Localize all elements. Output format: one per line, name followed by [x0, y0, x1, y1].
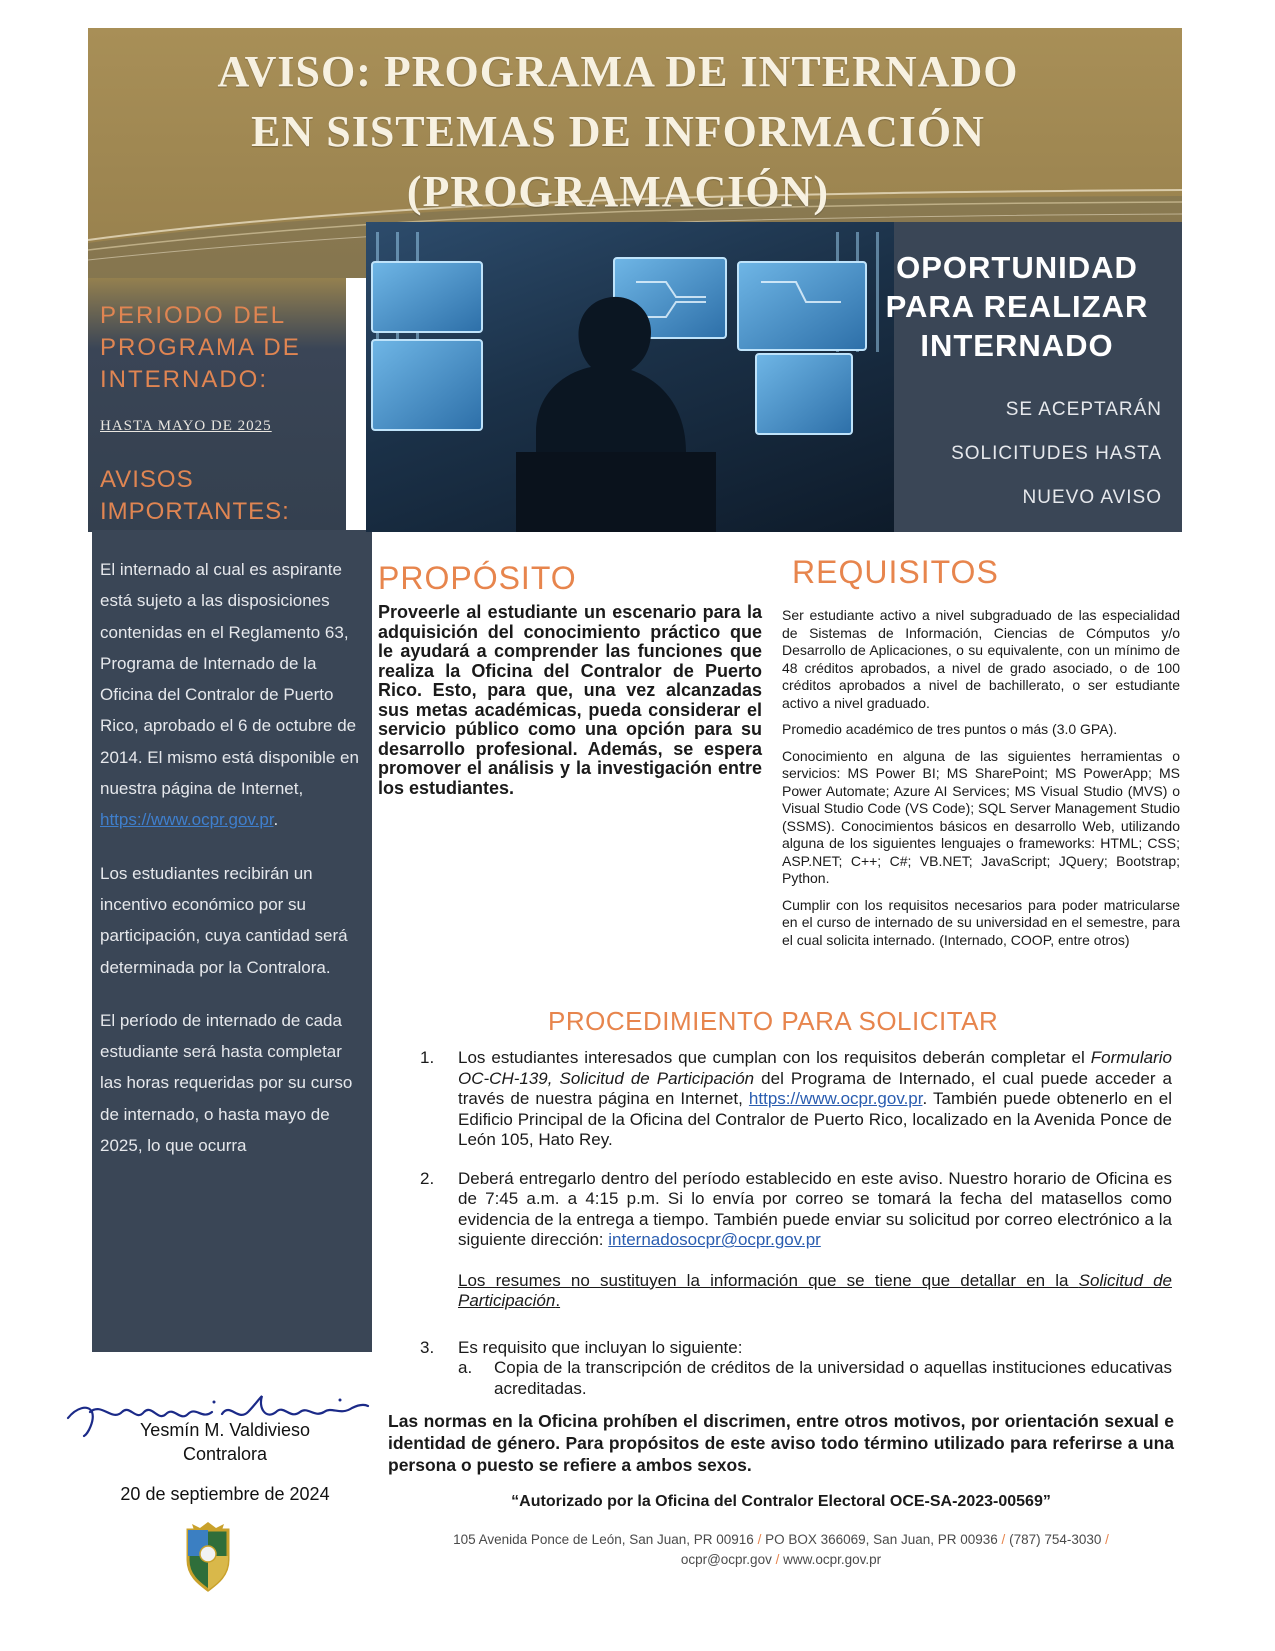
step-number: 2. [420, 1168, 435, 1188]
step-number: 3. [420, 1337, 435, 1357]
step-text: Deberá entregarlo dentro del período establecido en este aviso. Nuestro horario de Oficina es de 7:45 a.m. a 4:15 p.m. Si lo envía por correo se tomará la fecha del matasellos como evidencia de la entrega a tiempo. También puede enviar su solicitud por correo electrónico a la siguiente dirección: [458, 1168, 1172, 1249]
periodo-value: HASTA MAYO DE 2025 [100, 418, 272, 434]
autorizado-statement: “Autorizado por la Oficina del Contralor Electoral OCE-SA-2023-00569” [511, 1493, 1051, 1510]
requisito-item: Ser estudiante activo a nivel subgraduado de las especialidad de Sistemas de Información, Ciencias de Cómputos y/o Desarrollo de Aplicaciones, o su equivalente, con un mínimo de 48 créditos aprobados, a nivel de grado asociado, o de 100 créditos aprobados a nivel de bachillerato, o ser estudiante activo a nivel graduado. [782, 607, 1180, 711]
signatory [90, 1418, 360, 1466]
normas-statement: Las normas en la Oficina prohíben el discrimen, entre otros motivos, por orientación sexual e identidad de género. Para propósitos de este aviso todo término utilizado para referirse a una persona o puesto se refiere a ambos sexos. [388, 1411, 1174, 1475]
step-body [458, 1338, 1172, 1400]
footer-separator: / [757, 1532, 762, 1547]
procedimiento-list [420, 1048, 1172, 1417]
step-body [458, 1169, 1172, 1312]
title-line: AVISO: PROGRAMA DE INTERNADO [217, 47, 1019, 96]
requisito-item: Promedio académico de tres puntos o más (3.0 GPA). [782, 721, 1118, 737]
official-seal-icon [178, 1520, 238, 1592]
procedimiento-step [420, 1048, 1172, 1151]
footer-address1: 105 Avenida Ponce de León, San Juan, PR 00916 [453, 1532, 754, 1547]
solicitudes-line: SE ACEPTARÁN [1005, 399, 1162, 420]
resume-note [458, 1271, 1172, 1312]
ocpr-website-link[interactable]: https://www.ocpr.gov.pr [748, 1089, 923, 1108]
aviso-paragraph: Los estudiantes recibirán un incentivo económico por su participación, cuya cantidad será determinada por la Contralora. [100, 863, 348, 977]
footer-phone: (787) 754-3030 [1009, 1532, 1102, 1547]
aviso-paragraph [100, 554, 362, 836]
aviso-paragraph: El período de internado de cada estudiante será hasta completar las horas requeridas por su curso de internado, o hasta mayo de 2025, lo que ocurra [100, 1010, 353, 1156]
footer-separator: / [1001, 1532, 1006, 1547]
step-paragraph [458, 1169, 1172, 1251]
ocpr-website-link[interactable]: https://www.ocpr.gov.pr [100, 810, 274, 830]
proposito-heading: PROPÓSITO [378, 560, 577, 596]
title-line: EN SISTEMAS DE INFORMACIÓN [251, 107, 985, 156]
signatory-title: Contralora [182, 1444, 268, 1464]
note-end: . [555, 1291, 561, 1310]
procedimiento-step [420, 1338, 1172, 1400]
avisos-body [100, 554, 362, 1183]
photo-illustration [366, 222, 894, 532]
procedimiento-heading: PROCEDIMIENTO PARA SOLICITAR [548, 1006, 999, 1036]
proposito-text: Proveerle al estudiante un escenario para la adquisición del conocimiento práctico que le ayudará a comprender las funciones que realiza la Oficina del Contralor de Puerto Rico. Esto, para que, una vez alcanzadas sus metas académicas, pueda considerar el servicio público como una opción para su desarrollo profesional. Además, se espera promover el análisis y la investigación entre los estudiantes. [378, 602, 762, 798]
form-name: Formulario OC-CH-139, Solicitud de Participación [458, 1048, 1172, 1088]
solicitudes-notice [900, 388, 1162, 520]
note-form-name: Solicitud de Participación [458, 1270, 1172, 1310]
footer-email[interactable]: ocpr@ocpr.gov [680, 1552, 772, 1567]
step-text: Es requisito que incluyan lo siguiente: [458, 1337, 743, 1357]
requisito-item: Conocimiento en alguna de las siguientes herramientas o servicios: MS Power BI; MS SharePoint; MS PowerApp; MS Power Automate; Azure AI Services; MS Visual Studio (MVS) o Visual Studio Code (VS Code); SQL Server Management Studio (SSMS). Conocimientos básicos en desarrollo Web, utilizando alguna de los siguientes lenguajes o frameworks: HTML; CSS; ASP.NET; C++; C#; VB.NET; JavaScript; JQuery; Bootstrap; Python. [782, 747, 1180, 886]
procedimiento-step [420, 1169, 1172, 1312]
page-title [188, 42, 1048, 222]
footer-contact [388, 1530, 1174, 1570]
server-room-photo [366, 222, 894, 532]
document-date: 20 de septiembre de 2024 [120, 1484, 330, 1504]
step-text: del Programa de Internado, el cual puede acceder a través de nuestra página en Internet, [458, 1068, 1172, 1108]
aviso-paragraph-end: . [273, 810, 279, 830]
requisitos-list [782, 607, 1180, 958]
footer-line [388, 1550, 1174, 1570]
solicitudes-line: NUEVO AVISO [1022, 487, 1162, 508]
footer-separator: / [775, 1552, 780, 1567]
title-line: (PROGRAMACIÓN) [406, 167, 830, 216]
step-text: . También puede obtenerlo en el Edificio Principal de la Oficina del Contralor de Puerto Rico, localizado en la Avenida Ponce de León 105, Hato Rey. [458, 1089, 1173, 1149]
avisos-heading: AVISOS IMPORTANTES: [100, 466, 290, 525]
requisito-item: Cumplir con los requisitos necesarios para poder matricularse en el curso de internado de su universidad en el semestre, para el cual solicita internado. (Internado, COOP, entre otros) [782, 896, 1180, 948]
sub-step-letter: a. [458, 1358, 473, 1377]
footer-website[interactable]: www.ocpr.gov.pr [783, 1552, 882, 1567]
footer-separator: / [1105, 1532, 1109, 1547]
step-body [458, 1048, 1172, 1151]
step-text: Los estudiantes interesados que cumplan con los requisitos deberán completar el [458, 1048, 1091, 1067]
signatory-name: Yesmín M. Valdivieso [139, 1420, 311, 1440]
email-link[interactable]: internadosocpr@ocpr.gov.pr [608, 1230, 821, 1249]
footer-line [388, 1530, 1174, 1550]
aviso-paragraph-text: El internado al cual es aspirante está sujeto a las disposiciones contenidas en el Reglamento 63, Programa de Internado de la Oficina del Contralor de Puerto Rico, aprobado el 6 de octubre de 2014. El mismo está disponible en nuestra página de Internet, [100, 560, 359, 799]
solicitudes-line: SOLICITUDES HASTA [951, 443, 1162, 464]
note-text: Los resumes no sustituyen la información que se tiene que detallar en la [458, 1270, 1079, 1290]
step-number: 1. [420, 1048, 435, 1067]
footer-address2: PO BOX 366069, San Juan, PR 00936 [765, 1532, 998, 1547]
periodo-heading: PERIODO DEL PROGRAMA DE INTERNADO: [100, 302, 301, 393]
oportunidad-heading: OPORTUNIDAD PARA REALIZAR INTERNADO [885, 250, 1149, 363]
sub-step [458, 1358, 1172, 1399]
requisitos-heading: REQUISITOS [792, 554, 999, 590]
sub-step-text: Copia de la transcripción de créditos de la universidad o aquellas instituciones educativas acreditadas. [494, 1358, 1172, 1398]
